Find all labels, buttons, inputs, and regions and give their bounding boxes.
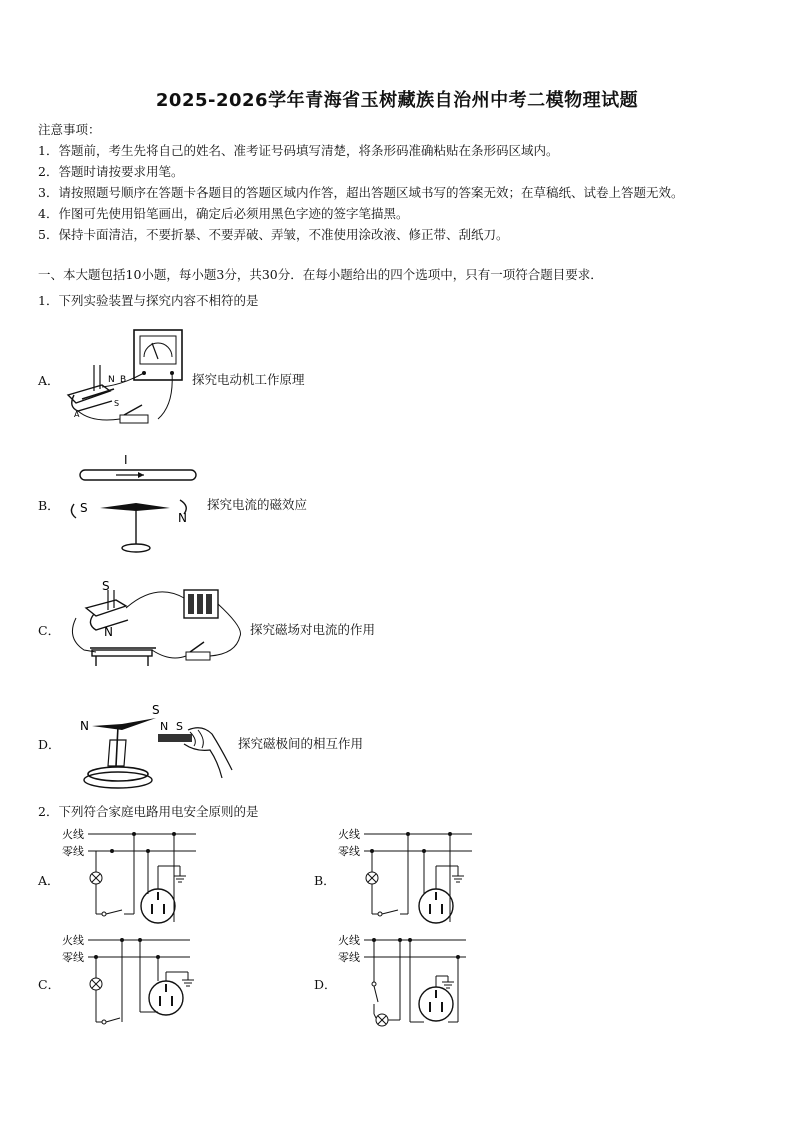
notice-heading: 注意事项： — [38, 122, 101, 137]
q2-circuit-c — [62, 932, 202, 1032]
q2-option-d-label: D． — [314, 977, 337, 992]
q1-figure-b — [66, 448, 196, 558]
q2-circuit-a — [62, 826, 202, 926]
wire-live-label: 火线 — [62, 934, 84, 947]
wire-neutral-label: 零线 — [338, 951, 360, 964]
q1-option-d-caption: 探究磁极间的相互作用 — [238, 736, 364, 751]
q1-option-b-label: B． — [38, 498, 60, 513]
fig-b-label-n: N — [178, 511, 187, 525]
question-1-stem: 1．下列实验装置与探究内容不相符的是 — [38, 293, 259, 308]
fig-a-label-b: B — [120, 375, 127, 385]
fig-d-label-n1: N — [80, 719, 89, 733]
wire-live-label: 火线 — [62, 828, 84, 841]
fig-d-label-s2: S — [176, 720, 183, 733]
q2-circuit-d — [338, 932, 478, 1032]
notice-item: 4．作图可先使用铅笔画出，确定后必须用黑色字迹的签字笔描黑。 — [38, 206, 409, 221]
q1-option-c-label: C． — [38, 623, 61, 638]
question-2-stem: 2．下列符合家庭电路用电安全原则的是 — [38, 804, 259, 819]
q1-option-d-label: D． — [38, 737, 61, 752]
notice-item: 5．保持卡面清洁，不要折暴、不要弄破、弄皱，不准使用涂改液、修正带、刮纸刀。 — [38, 227, 509, 242]
q1-figure-a — [62, 325, 192, 435]
notice-item: 3．请按照题号顺序在答题卡各题目的答题区域内作答，超出答题区域书写的答案无效；在草稿纸、试卷上答题无效。 — [38, 185, 684, 200]
q2-option-a-label: A． — [38, 873, 60, 888]
wire-neutral-label: 零线 — [62, 845, 84, 858]
fig-c-label-s: S — [102, 579, 110, 593]
q1-option-a-caption: 探究电动机工作原理 — [192, 372, 305, 387]
wire-live-label: 火线 — [338, 828, 360, 841]
q1-figure-d — [72, 700, 242, 795]
notice-item: 2．答题时请按要求用笔。 — [38, 164, 184, 179]
q2-option-b-label: B． — [314, 873, 336, 888]
q1-option-b-caption: 探究电流的磁效应 — [207, 497, 308, 512]
q1-figure-c — [66, 578, 246, 678]
fig-b-label-s: S — [80, 501, 88, 515]
q2-option-c-label: C． — [38, 977, 61, 992]
fig-a-label-n: N — [108, 375, 115, 385]
wire-neutral-label: 零线 — [338, 845, 360, 858]
page-title: 2025-2026学年青海省玉树藏族自治州中考二模物理试题 — [155, 90, 639, 111]
fig-d-label-s1: S — [152, 703, 160, 717]
q1-option-a-label: A． — [38, 373, 60, 388]
notice-item: 1．答题前，考生先将自己的姓名、准考证号码填写清楚，将条形码准确粘贴在条形码区域内。 — [38, 143, 559, 158]
q2-circuit-b — [338, 826, 478, 926]
fig-c-label-n: N — [104, 625, 113, 639]
wire-neutral-label: 零线 — [62, 951, 84, 964]
q1-option-c-caption: 探究磁场对电流的作用 — [250, 622, 376, 637]
fig-a-label-a: A — [74, 410, 80, 419]
fig-d-label-n2: N — [160, 720, 169, 733]
fig-b-label-i: I — [124, 453, 128, 467]
fig-a-label-s: S — [114, 399, 120, 408]
wire-live-label: 火线 — [338, 934, 360, 947]
section-heading: 一、本大题包括10小题，每小题3分，共30分．在每小题给出的四个选项中，只有一项符合题目要求． — [38, 267, 603, 282]
